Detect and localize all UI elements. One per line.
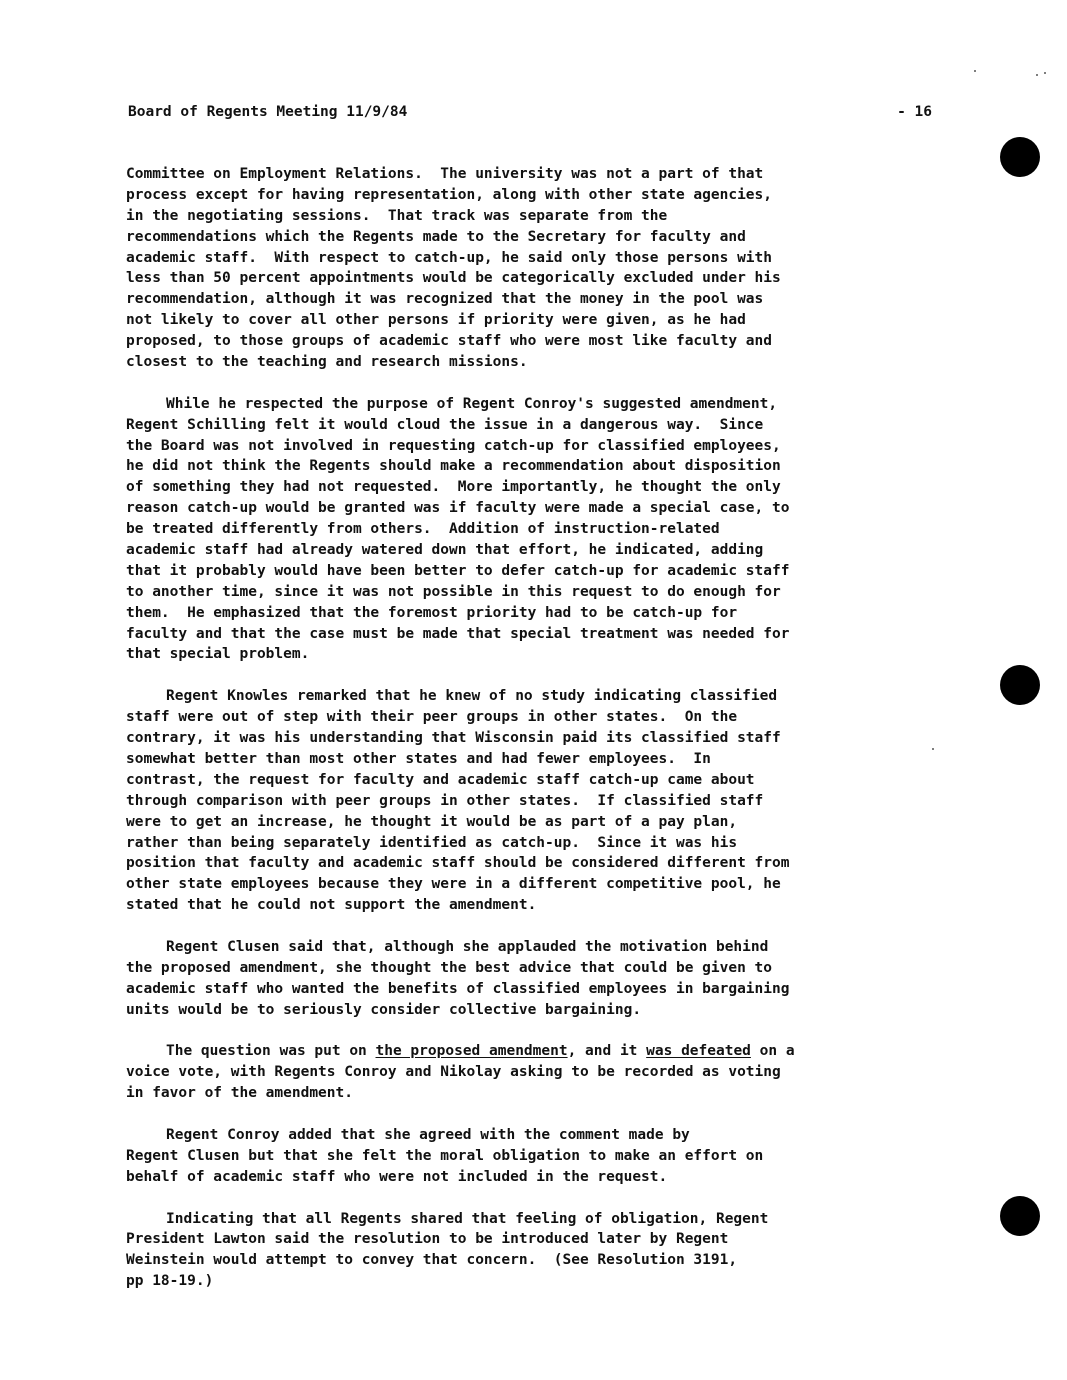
page-number: - 16 [897,104,932,120]
text-line: academic staff had already watered down that effort, he indicated, adding [126,542,764,559]
text-line: that it probably would have been better to defer catch-up for academic staff [126,562,790,579]
text-line: Regent Clusen said that, although she applauded the motivation behind [166,938,769,955]
text-line: Committee on Employment Relations. The university was not a part of that [126,166,764,182]
underlined-proposed-amendment: the proposed amendment [375,1043,568,1060]
text-line: Indicating that all Regents shared that feeling of obligation, Regent [166,1210,769,1227]
text-line: reason catch-up would be granted was if faculty were made a special case, to [126,500,790,517]
text-line: be treated differently from others. Addition of instruction-related [126,521,720,538]
punch-hole-top [1000,137,1040,177]
text-line: pp 18-19.) [126,1273,214,1290]
text-line: staff were out of step with their peer groups in other states. On the [126,709,738,726]
text-line: Regent Clusen but that she felt the moral obligation to make an effort on [126,1147,764,1164]
text-line: academic staff. With respect to catch-up, he said only those persons with [126,249,773,266]
text-line: the proposed amendment, she thought the best advice that could be given to [126,959,773,976]
text-line: While he respected the purpose of Regent Conroy's suggested amendment, [166,395,778,412]
text-line [126,1041,936,1062]
text-line: contrast, the request for faculty and academic staff catch-up came about [126,771,755,788]
paragraph-knowles [126,686,936,916]
text-line: recommendations which the Regents made to the Secretary for faculty and [126,228,746,245]
text-line: voice vote, with Regents Conroy and Nikolay asking to be recorded as voting [126,1064,781,1081]
text-line: proposed, to those groups of academic staff who were most like faculty and [126,333,773,350]
text-line: Regent Conroy added that she agreed with the comment made by [166,1126,690,1143]
document-body [126,164,936,1313]
text-line: contrary, it was his understanding that Wisconsin paid its classified staff [126,730,781,747]
text-line: of something they had not requested. More importantly, he thought the only [126,479,781,496]
text-line: position that faculty and academic staff should be considered different from [126,855,790,872]
text-line: in the negotiating sessions. That track was separate from the [126,207,668,224]
text-line: he did not think the Regents should make a recommendation about disposition [126,458,781,475]
page-header [128,104,932,126]
text-line: closest to the teaching and research missions. [126,354,528,371]
text-line: less than 50 percent appointments would be categorically excluded under his [126,270,781,287]
text-line: were to get an increase, he thought it would be as part of a pay plan, [126,813,738,830]
punch-hole-bottom [1000,1196,1040,1236]
text-line: the Board was not involved in requesting catch-up for classified employees, [126,437,781,454]
text-line: not likely to cover all other persons if priority were given, as he had [126,312,746,329]
text-fragment: on a [750,1043,795,1060]
paragraph-lawton [126,1209,936,1293]
text-line: that special problem. [126,646,310,663]
text-line: to another time, since it was not possible in this request to do enough for [126,583,781,600]
text-line: process except for having representation, along with other state agencies, [126,186,773,203]
paragraph-schilling [126,394,936,666]
text-line: Weinstein would attempt to convey that concern. (See Resolution 3191, [126,1252,738,1269]
paragraph-conroy [126,1125,936,1188]
paragraph-clusen [126,937,936,1021]
text-fragment: The question was put on [166,1043,376,1060]
text-line: Regent Knowles remarked that he knew of no study indicating classified [166,688,778,705]
text-line: President Lawton said the resolution to be introduced later by Regent [126,1231,729,1248]
text-line: in favor of the amendment. [126,1085,353,1102]
text-line: other state employees because they were in a different competitive pool, he [126,876,781,893]
text-line: units would be to seriously consider collective bargaining. [126,1001,642,1018]
text-line: recommendation, although it was recognized that the money in the pool was [126,291,764,308]
text-line: academic staff who wanted the benefits of classified employees in bargaining [126,980,790,997]
text-line: behalf of academic staff who were not included in the request. [126,1168,668,1185]
meeting-title: Board of Regents Meeting 11/9/84 [128,104,408,120]
text-line: them. He emphasized that the foremost priority had to be catch-up for [126,604,738,621]
underlined-was-defeated: was defeated [646,1043,751,1060]
text-line: rather than being separately identified as catch-up. Since it was his [126,834,738,851]
text-line: through comparison with peer groups in other states. If classified staff [126,792,764,809]
text-line: Regent Schilling felt it would cloud the issue in a dangerous way. Since [126,416,764,433]
text-fragment: , and it [567,1043,647,1060]
punch-hole-middle [1000,665,1040,705]
paragraph-vote [126,1041,936,1104]
text-line: faculty and that the case must be made that special treatment was needed for [126,625,790,642]
scan-speck [1036,74,1038,76]
scan-speck [1044,72,1046,74]
text-line: somewhat better than most other states and had fewer employees. In [126,750,711,767]
paragraph-committee [126,164,936,373]
scan-speck [974,70,976,72]
text-line: stated that he could not support the amendment. [126,897,537,914]
